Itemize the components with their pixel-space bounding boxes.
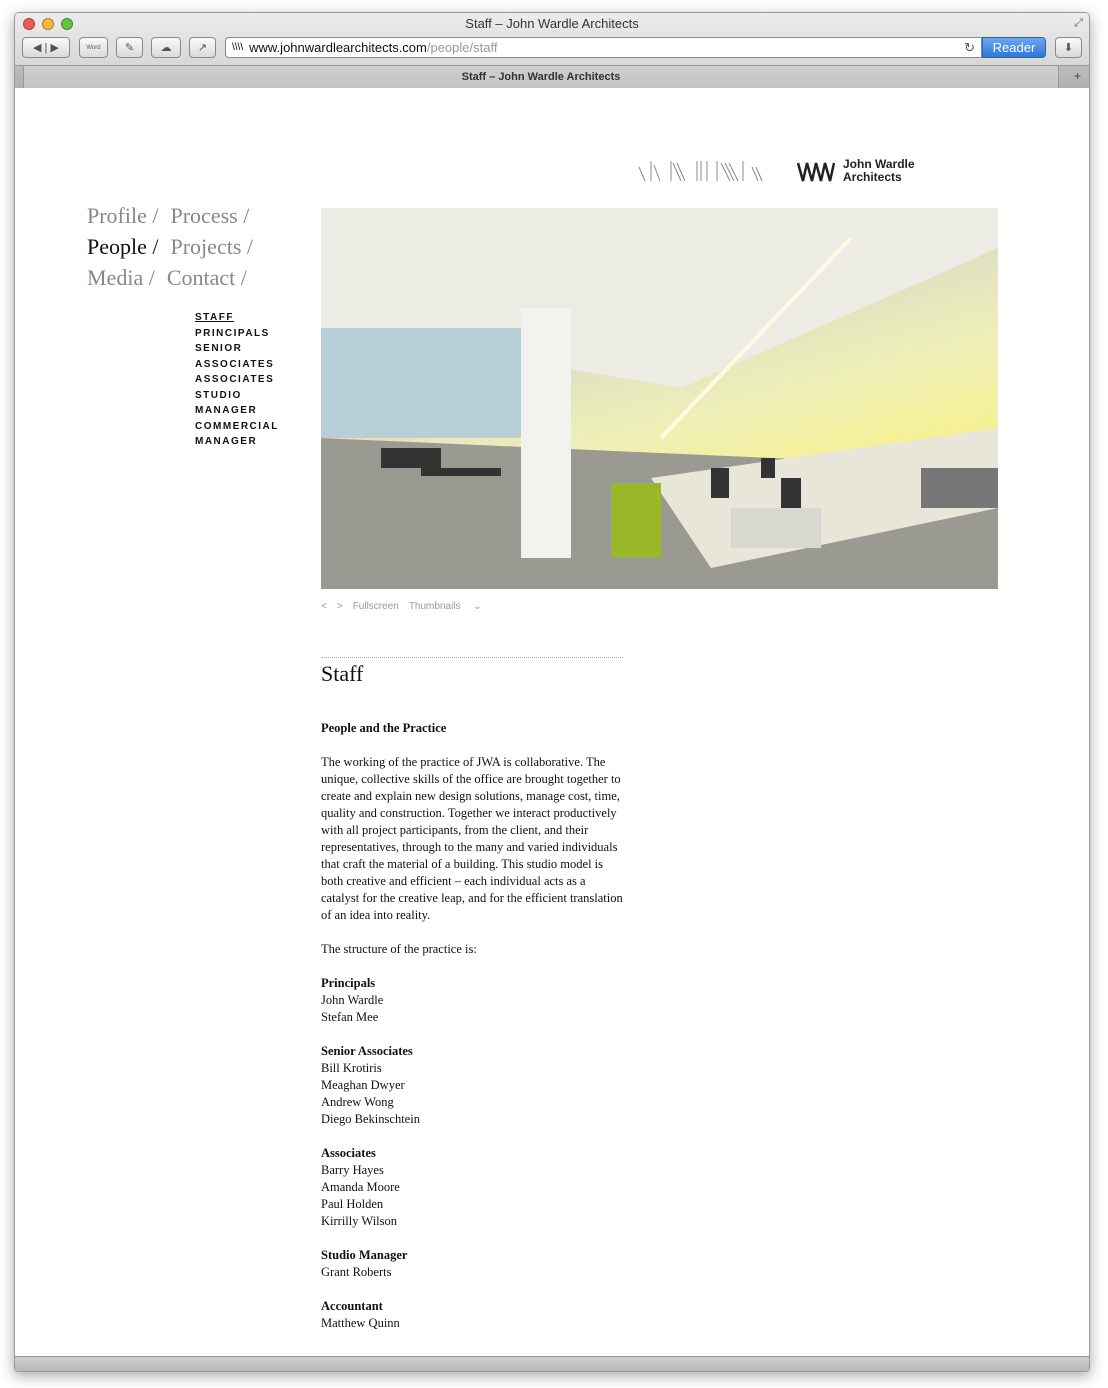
forward-icon[interactable]: ▶ bbox=[50, 42, 59, 54]
gallery-controls bbox=[321, 601, 502, 612]
group-senior-associates bbox=[321, 1043, 623, 1128]
person-link[interactable]: Paul Holden bbox=[321, 1197, 384, 1211]
subnav-associates[interactable]: ASSOCIATES bbox=[195, 374, 275, 385]
new-tab-icon[interactable]: + bbox=[1073, 69, 1081, 83]
page-title: Staff bbox=[321, 661, 364, 686]
next-button[interactable]: > bbox=[336, 601, 343, 612]
subnav-studio-manager[interactable]: STUDIO bbox=[195, 389, 242, 401]
reader-button[interactable]: Reader bbox=[982, 37, 1046, 58]
structure-intro: The structure of the practice is: bbox=[321, 942, 477, 956]
nav-profile[interactable]: Profile / bbox=[87, 203, 159, 228]
group-title: Senior Associates bbox=[321, 1044, 413, 1058]
group-title: Accountant bbox=[321, 1299, 383, 1313]
logo-line1: John Wardle bbox=[843, 157, 915, 171]
group-title: Principals bbox=[321, 976, 376, 990]
subnav-commercial-manager[interactable]: MANAGER bbox=[195, 436, 258, 447]
share-icon[interactable]: ↗ bbox=[189, 37, 216, 58]
main-nav bbox=[87, 200, 265, 293]
tools-icon[interactable]: ✎ bbox=[116, 37, 143, 58]
back-forward-buttons[interactable]: ◀ | ▶ bbox=[22, 37, 70, 58]
reload-icon[interactable]: ↻ bbox=[964, 39, 975, 55]
fullscreen-icon[interactable]: ⤢ bbox=[1074, 17, 1083, 29]
address-bar[interactable] bbox=[225, 37, 982, 58]
jwa-logo-icon bbox=[797, 159, 837, 183]
subnav-senior-associates[interactable]: ASSOCIATES bbox=[195, 358, 275, 370]
word-extension-button[interactable] bbox=[79, 37, 108, 58]
chevron-down-icon: ⌄ bbox=[473, 601, 482, 612]
subnav-principals[interactable]: PRINCIPALS bbox=[195, 327, 270, 339]
icloud-icon[interactable]: ☁ bbox=[151, 37, 181, 58]
person-link[interactable]: Matthew Quinn bbox=[321, 1316, 400, 1330]
person-link[interactable]: Amanda Moore bbox=[321, 1180, 400, 1194]
tab-staff[interactable]: Staff – John Wardle Architects bbox=[23, 66, 1059, 89]
divider bbox=[321, 657, 623, 658]
person-link[interactable]: Stefan Mee bbox=[321, 1010, 379, 1024]
logo[interactable] bbox=[637, 158, 915, 184]
person-link[interactable]: Barry Hayes bbox=[321, 1163, 384, 1177]
nav-projects[interactable]: Projects / bbox=[170, 234, 253, 259]
person-link[interactable]: Andrew Wong bbox=[321, 1095, 394, 1109]
article-body: The working of the practice of JWA is collaborative. The unique, collective skills of the office are brought together to create and explain new design solutions, manage cost, time, quality and construction. Together we interact productively with all project participants, from the client, and their representatives, through to the many and varied individuals that craft the material of a building. This studio model is both creative and efficient – each individual acts as a catalyst for the creative leap, and for the efficient translation of an idea into reality. bbox=[321, 755, 623, 922]
nav-process[interactable]: Process / bbox=[170, 203, 250, 228]
subnav-studio-manager[interactable]: MANAGER bbox=[195, 405, 258, 416]
office-interior-image bbox=[321, 208, 998, 589]
group-principals bbox=[321, 975, 623, 1026]
person-link[interactable]: John Wardle bbox=[321, 993, 384, 1007]
word-label: Word bbox=[86, 44, 101, 51]
thumbnails-label: Thumbnails bbox=[408, 601, 461, 612]
thumbnails-dropdown[interactable] bbox=[409, 601, 492, 612]
office-photo[interactable] bbox=[321, 208, 998, 589]
person-link[interactable]: Grant Roberts bbox=[321, 1265, 392, 1279]
tab-bar bbox=[15, 65, 1089, 88]
nav-media[interactable]: Media / bbox=[87, 265, 155, 290]
url-host: www.johnwardlearchitects.com bbox=[249, 40, 427, 55]
article bbox=[321, 657, 623, 1349]
prev-button[interactable]: < bbox=[321, 601, 327, 612]
subnav-commercial-manager[interactable]: COMMERCIAL bbox=[195, 420, 279, 432]
group-studio-manager bbox=[321, 1247, 623, 1281]
article-subtitle: People and the Practice bbox=[321, 721, 447, 735]
logo-lines-icon bbox=[637, 159, 767, 183]
person-link[interactable]: Meaghan Dwyer bbox=[321, 1078, 405, 1092]
subnav-staff[interactable]: STAFF bbox=[195, 312, 234, 323]
person-link[interactable]: Diego Bekinschtein bbox=[321, 1112, 420, 1126]
sub-nav bbox=[195, 310, 279, 450]
back-icon[interactable]: ◀ bbox=[33, 42, 42, 54]
group-accountant bbox=[321, 1298, 623, 1332]
page-content bbox=[15, 88, 1090, 1357]
group-title: Studio Manager bbox=[321, 1248, 408, 1262]
person-link[interactable]: Kirrilly Wilson bbox=[321, 1214, 398, 1228]
logo-line2: Architects bbox=[843, 170, 902, 184]
downloads-icon[interactable]: ⬇ bbox=[1055, 37, 1082, 58]
group-title: Associates bbox=[321, 1146, 376, 1160]
url-path: /people/staff bbox=[426, 40, 498, 55]
status-bar bbox=[15, 1356, 1089, 1371]
fullscreen-link[interactable]: Fullscreen bbox=[352, 601, 399, 612]
browser-window bbox=[14, 12, 1090, 1372]
nav-contact[interactable]: Contact / bbox=[166, 265, 247, 290]
person-link[interactable]: Bill Krotiris bbox=[321, 1061, 382, 1075]
group-associates bbox=[321, 1145, 623, 1230]
title-bar bbox=[15, 13, 1089, 88]
subnav-senior-associates[interactable]: SENIOR bbox=[195, 343, 243, 354]
nav-people[interactable]: People / bbox=[87, 234, 159, 259]
site-favicon: \\\\ bbox=[232, 42, 244, 53]
window-title: Staff – John Wardle Architects bbox=[465, 16, 639, 31]
